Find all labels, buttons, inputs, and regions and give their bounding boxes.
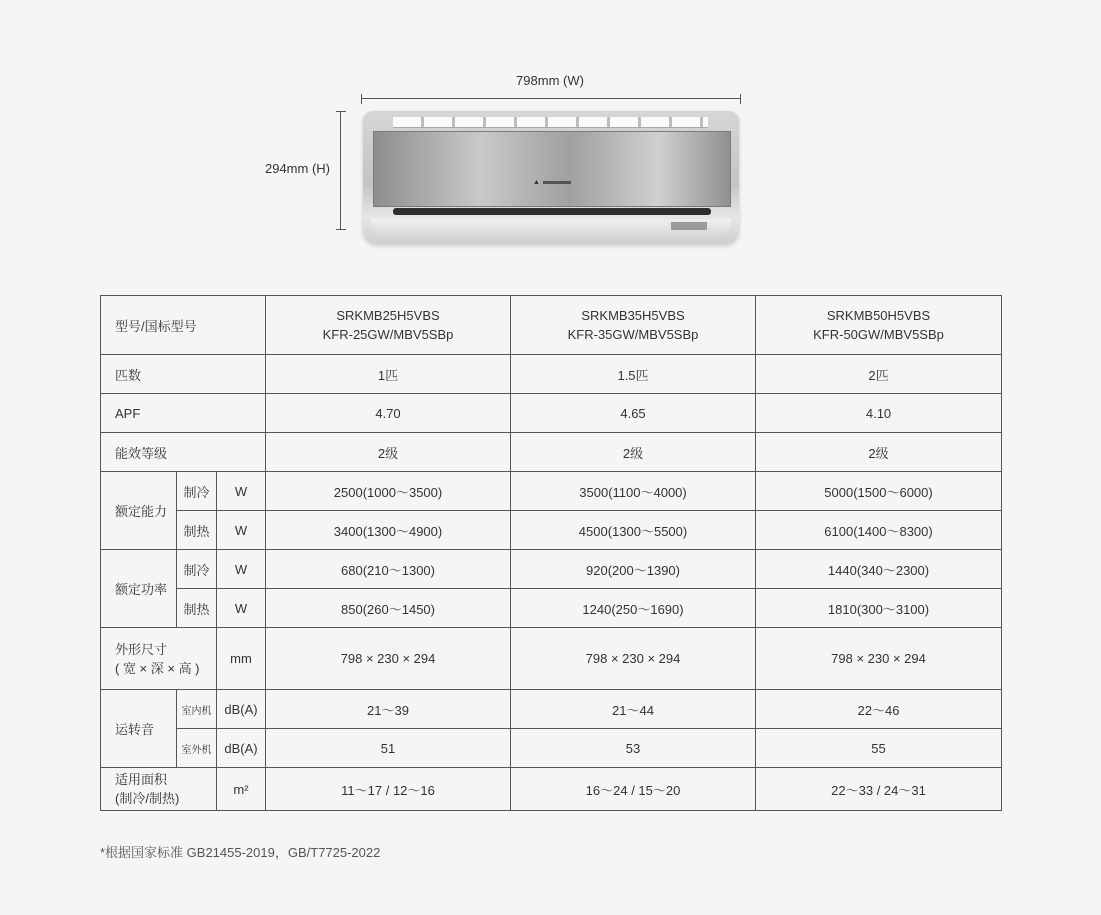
unit-label: W [217,511,266,550]
grade-cell-2: 2级 [511,433,756,472]
model-cell-3: SRKMB50H5VBS KFR-50GW/MBV5SBp [756,296,1002,355]
table-row-capacity-heating [101,511,1002,550]
power-heating-cell-1: 850(260～1450) [266,589,511,628]
unit-label: dB(A) [217,729,266,768]
dimensions-cell-2: 798 × 230 × 294 [511,628,756,690]
row-label-noise: 运转音 [101,690,177,768]
sub-label-indoor: 室内机 [177,690,217,729]
noise-indoor-cell-3: 22～46 [756,690,1002,729]
power-cooling-cell-3: 1440(340～2300) [756,550,1002,589]
table-row-noise-indoor [101,690,1002,729]
capacity-heating-cell-1: 3400(1300～4900) [266,511,511,550]
brand-logo-icon: ▲ [533,179,540,186]
unit-label: W [217,472,266,511]
model-cell-2: SRKMB35H5VBS KFR-35GW/MBV5SBp [511,296,756,355]
noise-outdoor-cell-3: 55 [756,729,1002,768]
power-cooling-cell-2: 920(200～1390) [511,550,756,589]
unit-label: dB(A) [217,690,266,729]
sub-label-cooling: 制冷 [177,472,217,511]
row-label-model: 型号/国标型号 [101,296,266,355]
table-row-dimensions [101,628,1002,690]
air-outlet-slot [393,208,711,215]
hp-cell-2: 1.5匹 [511,355,756,394]
width-dimension-line [361,98,741,99]
model-cell-1: SRKMB25H5VBS KFR-25GW/MBV5SBp [266,296,511,355]
top-vent [393,117,708,128]
table-row-noise-outdoor [101,729,1002,768]
sub-label-heating: 制热 [177,511,217,550]
row-label-dimensions: 外形尺寸 ( 宽 × 深 × 高 ) [101,628,217,690]
apf-cell-3: 4.10 [756,394,1002,433]
table-row-hp [101,355,1002,394]
spec-table [100,295,1002,811]
sub-label-heating: 制热 [177,589,217,628]
unit-label: W [217,550,266,589]
apf-cell-2: 4.65 [511,394,756,433]
table-row-area [101,768,1002,811]
brand-logo-bar [543,181,571,184]
row-label-capacity: 额定能力 [101,472,177,550]
area-cell-1: 11～17 / 12～16 [266,768,511,811]
capacity-heating-cell-3: 6100(1400～8300) [756,511,1002,550]
table-row-apf [101,394,1002,433]
sub-label-cooling: 制冷 [177,550,217,589]
product-figure [0,0,1101,270]
capacity-cooling-cell-1: 2500(1000～3500) [266,472,511,511]
unit-label: W [217,589,266,628]
grade-cell-1: 2级 [266,433,511,472]
dimensions-cell-1: 798 × 230 × 294 [266,628,511,690]
row-label-area: 适用面积 (制冷/制热) [101,768,217,811]
table-row-power-heating [101,589,1002,628]
table-row-power-cooling [101,550,1002,589]
power-heating-cell-3: 1810(300～3100) [756,589,1002,628]
air-conditioner-image [363,111,739,244]
height-dimension-line [340,111,341,230]
capacity-heating-cell-2: 4500(1300～5500) [511,511,756,550]
noise-indoor-cell-1: 21～39 [266,690,511,729]
row-label-power: 额定功率 [101,550,177,628]
unit-label: mm [217,628,266,690]
capacity-cooling-cell-3: 5000(1500～6000) [756,472,1002,511]
hp-cell-1: 1匹 [266,355,511,394]
area-cell-2: 16～24 / 15～20 [511,768,756,811]
noise-outdoor-cell-1: 51 [266,729,511,768]
noise-outdoor-cell-2: 53 [511,729,756,768]
table-row-grade [101,433,1002,472]
table-row-model [101,296,1002,355]
sub-label-outdoor: 室外机 [177,729,217,768]
dimensions-cell-3: 798 × 230 × 294 [756,628,1002,690]
footnote: *根据国家标准 GB21455-2019，GB/T7725-2022 [100,845,381,860]
width-dimension-label: 798mm (W) [516,73,584,88]
row-label-hp: 匹数 [101,355,266,394]
display-window [671,222,707,230]
table-row-capacity-cooling [101,472,1002,511]
apf-cell-1: 4.70 [266,394,511,433]
front-panel [373,131,731,207]
power-heating-cell-2: 1240(250～1690) [511,589,756,628]
capacity-cooling-cell-2: 3500(1100～4000) [511,472,756,511]
height-dimension-label: 294mm (H) [264,161,330,176]
unit-label: m² [217,768,266,811]
hp-cell-3: 2匹 [756,355,1002,394]
grade-cell-3: 2级 [756,433,1002,472]
row-label-apf: APF [101,394,266,433]
area-cell-3: 22～33 / 24～31 [756,768,1002,811]
noise-indoor-cell-2: 21～44 [511,690,756,729]
power-cooling-cell-1: 680(210～1300) [266,550,511,589]
row-label-grade: 能效等级 [101,433,266,472]
